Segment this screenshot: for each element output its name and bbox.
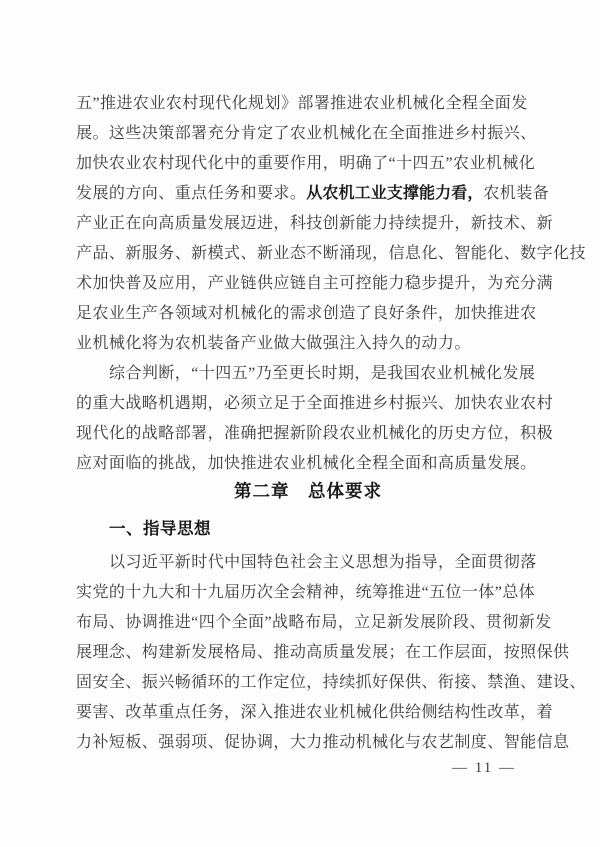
text-line — [76, 209, 554, 239]
text-line — [76, 239, 586, 269]
text-line — [76, 89, 540, 119]
text-line — [76, 548, 540, 578]
body-text: 现代化的战略部署，准确把握新阶段农业机械化的历史方位，积极 — [76, 425, 554, 442]
body-text: 产业正在向高质量发展迈进，科技创新能力持续提升，新技术、新 — [76, 215, 554, 232]
body-text: 综合判断，“十四五”乃至更长时期，是我国农业机械化发展 — [109, 365, 536, 382]
page-content — [76, 89, 586, 758]
text-line — [76, 698, 554, 728]
text-line — [76, 668, 586, 698]
chapter-heading: 第二章 总体要求 — [234, 481, 382, 501]
text-line — [76, 638, 570, 668]
body-text: 农机装备 — [483, 185, 550, 202]
text-line — [76, 269, 554, 299]
body-text: 发展的方向、重点任务和要求。 — [76, 185, 307, 202]
paragraph-overall-judgement — [76, 359, 554, 479]
body-text: 足农业生产各领域对机械化的需求创造了良好条件，加快推进农 — [76, 305, 537, 322]
body-text: 应对面临的挑战，加快推进农业机械化全程全面和高质量发展。 — [76, 455, 537, 472]
paragraph-machinery-development — [76, 89, 586, 359]
emphasized-text: 从农机工业支撑能力看， — [306, 185, 484, 202]
text-line — [76, 449, 540, 479]
body-text: 的重大战略机遇期，必须立足于全面推进乡村振兴、加快农业农村 — [76, 395, 554, 412]
text-line — [76, 359, 540, 389]
body-text: 产品、新服务、新模式、新业态不断涌现，信息化、智能化、数字化技 — [76, 245, 586, 262]
text-line — [76, 419, 554, 449]
text-line — [76, 119, 540, 149]
paragraph-guiding-ideology — [76, 548, 586, 758]
body-text: 以习近平新时代中国特色社会主义思想为指导，全面贯彻落 — [109, 554, 537, 571]
body-text: 展。这些决策部署充分肯定了农业机械化在全面推进乡村振兴、 — [76, 125, 537, 142]
text-line — [76, 608, 552, 638]
body-text: 加快农业农村现代化中的重要作用，明确了“十四五”农业机械化 — [76, 155, 536, 172]
text-line — [76, 578, 540, 608]
body-text: 五”推进农业农村现代化规划》部署推进农业机械化全程全面发 — [76, 95, 528, 112]
body-text: 实党的十九大和十九届历次全会精神，统筹推进“五位一体”总体 — [76, 584, 536, 601]
body-text: 要害、改革重点任务，深入推进农业机械化供给侧结构性改革，着 — [76, 704, 554, 721]
page-number: — 11 — — [452, 760, 516, 776]
body-text: 固安全、振兴畅循环的工作定位，持续抓好保供、衔接、禁渔、建设、 — [76, 674, 586, 691]
body-text: 术加快普及应用，产业链供应链自主可控能力稳步提升，为充分满 — [76, 275, 554, 292]
body-text: 业机械化将为农机装备产业做大做强注入持久的动力。 — [76, 335, 471, 352]
text-line — [76, 149, 540, 179]
text-line — [76, 329, 540, 359]
body-text: 展理念、构建新发展格局、推动高质量发展；在工作层面，按照保供 — [76, 644, 570, 661]
body-text: 力补短板、强弱项、促协调，大力推动机械化与农艺制度、智能信息 — [76, 734, 570, 751]
text-line — [76, 728, 570, 758]
text-line — [76, 389, 554, 419]
text-line — [76, 179, 550, 209]
text-line — [76, 299, 540, 329]
body-text: 布局、协调推进“四个全面”战略布局，立足新发展阶段、贯彻新发 — [76, 614, 552, 631]
section-heading-guiding-ideology: 一、指导思想 — [109, 520, 211, 538]
